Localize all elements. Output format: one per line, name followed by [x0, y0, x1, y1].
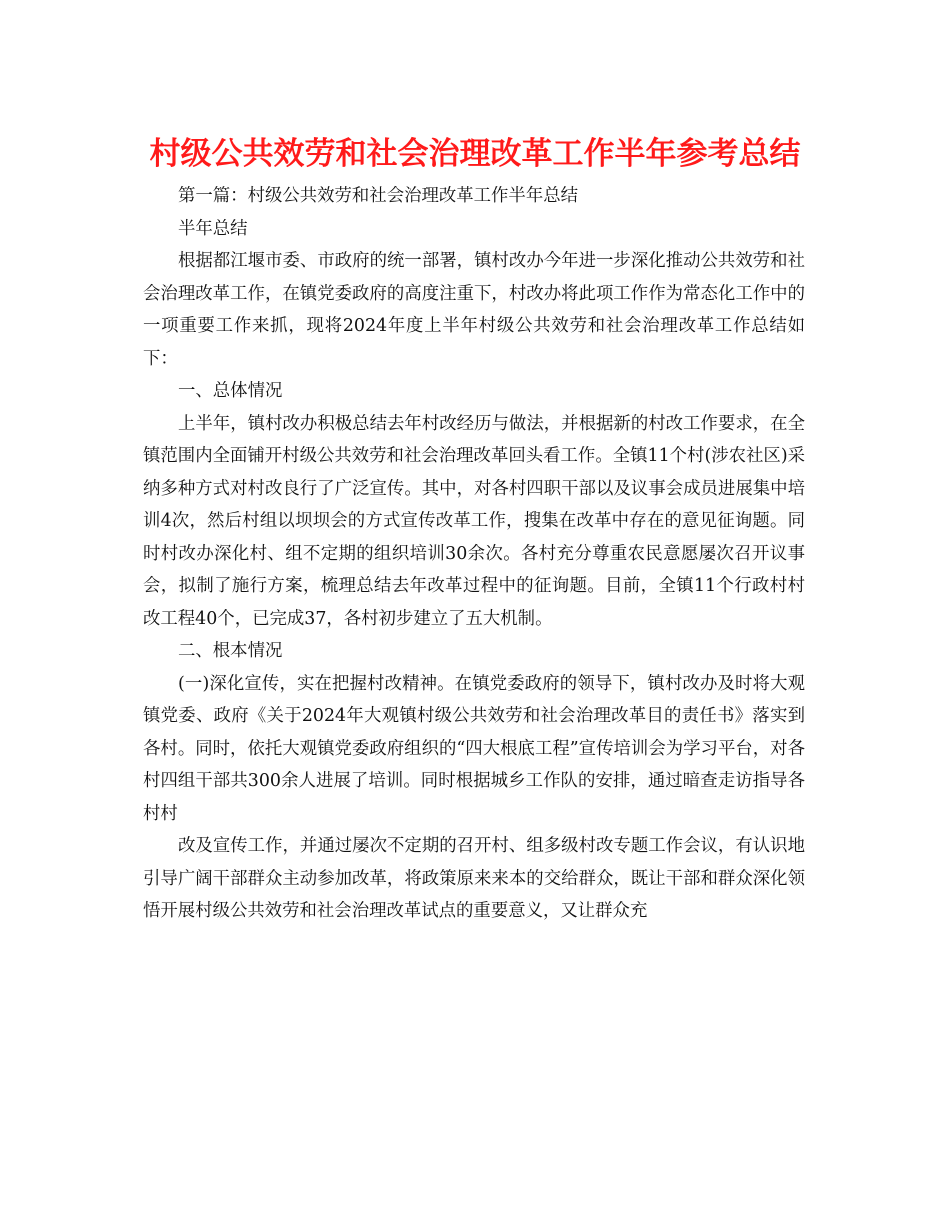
document-title: 村级公共效劳和社会治理改革工作半年参考总结 — [149, 136, 801, 172]
intro-paragraph: 根据都江堰市委、市政府的统一部署，镇村改办今年进一步深化推动公共效劳和社会治理改革工作，在镇党委政府的高度注重下，村改办将此项工作作为常态化工作中的一项重要工作来抓，现将2024年度上半年村级公共效劳和社会治理改革工作总结如下： — [143, 251, 805, 369]
continuation-paragraph: 改及宣传工作，并通过屡次不定期的召开村、组多级村改专题工作会议，有认识地引导广阔干部群众主动参加改革，将政策原来来本的交给群众，既让干部和群众深化领悟开展村级公共效劳和社会治理改革试点的重要意义，又让群众充 — [143, 836, 805, 921]
subtitle-paragraph: 第一篇：村级公共效劳和社会治理改革工作半年总结 — [178, 186, 578, 206]
heading-overall-situation: 一、总体情况 — [178, 381, 283, 401]
document-body — [143, 180, 805, 928]
overall-situation-paragraph: 上半年，镇村改办积极总结去年村改经历与做法，并根据新的村改工作要求，在全镇范围内全面铺开村级公共效劳和社会治理改革回头看工作。全镇11个村(涉农社区)采纳多种方式对村改良行了广泛宣传。其中，对各村四职干部以及议事会成员进展集中培训4次，然后村组以坝坝会的方式宣传改革工作，搜集在改革中存在的意见征询题。同时村改办深化村、组不定期的组织培训30余次。各村充分尊重农民意愿屡次召开议事会，拟制了施行方案，梳理总结去年改革过程中的征询题。目前，全镇11个行政村村改工程40个，已完成37，各村初步建立了五大机制。 — [143, 413, 805, 629]
publicity-paragraph: (一)深化宣传，实在把握村改精神。在镇党委政府的领导下，镇村改办及时将大观镇党委、政府《关于2024年大观镇村级公共效劳和社会治理改革目的责任书》落实到各村。同时，依托大观镇党委政府组织的“四大根底工程”宣传培训会为学习平台，对各村四组干部共300余人进展了培训。同时根据城乡工作队的安排，通过暗查走访指导各村村 — [143, 673, 805, 824]
heading-basic-situation: 二、根本情况 — [178, 641, 283, 661]
section-label-paragraph: 半年总结 — [178, 218, 248, 239]
